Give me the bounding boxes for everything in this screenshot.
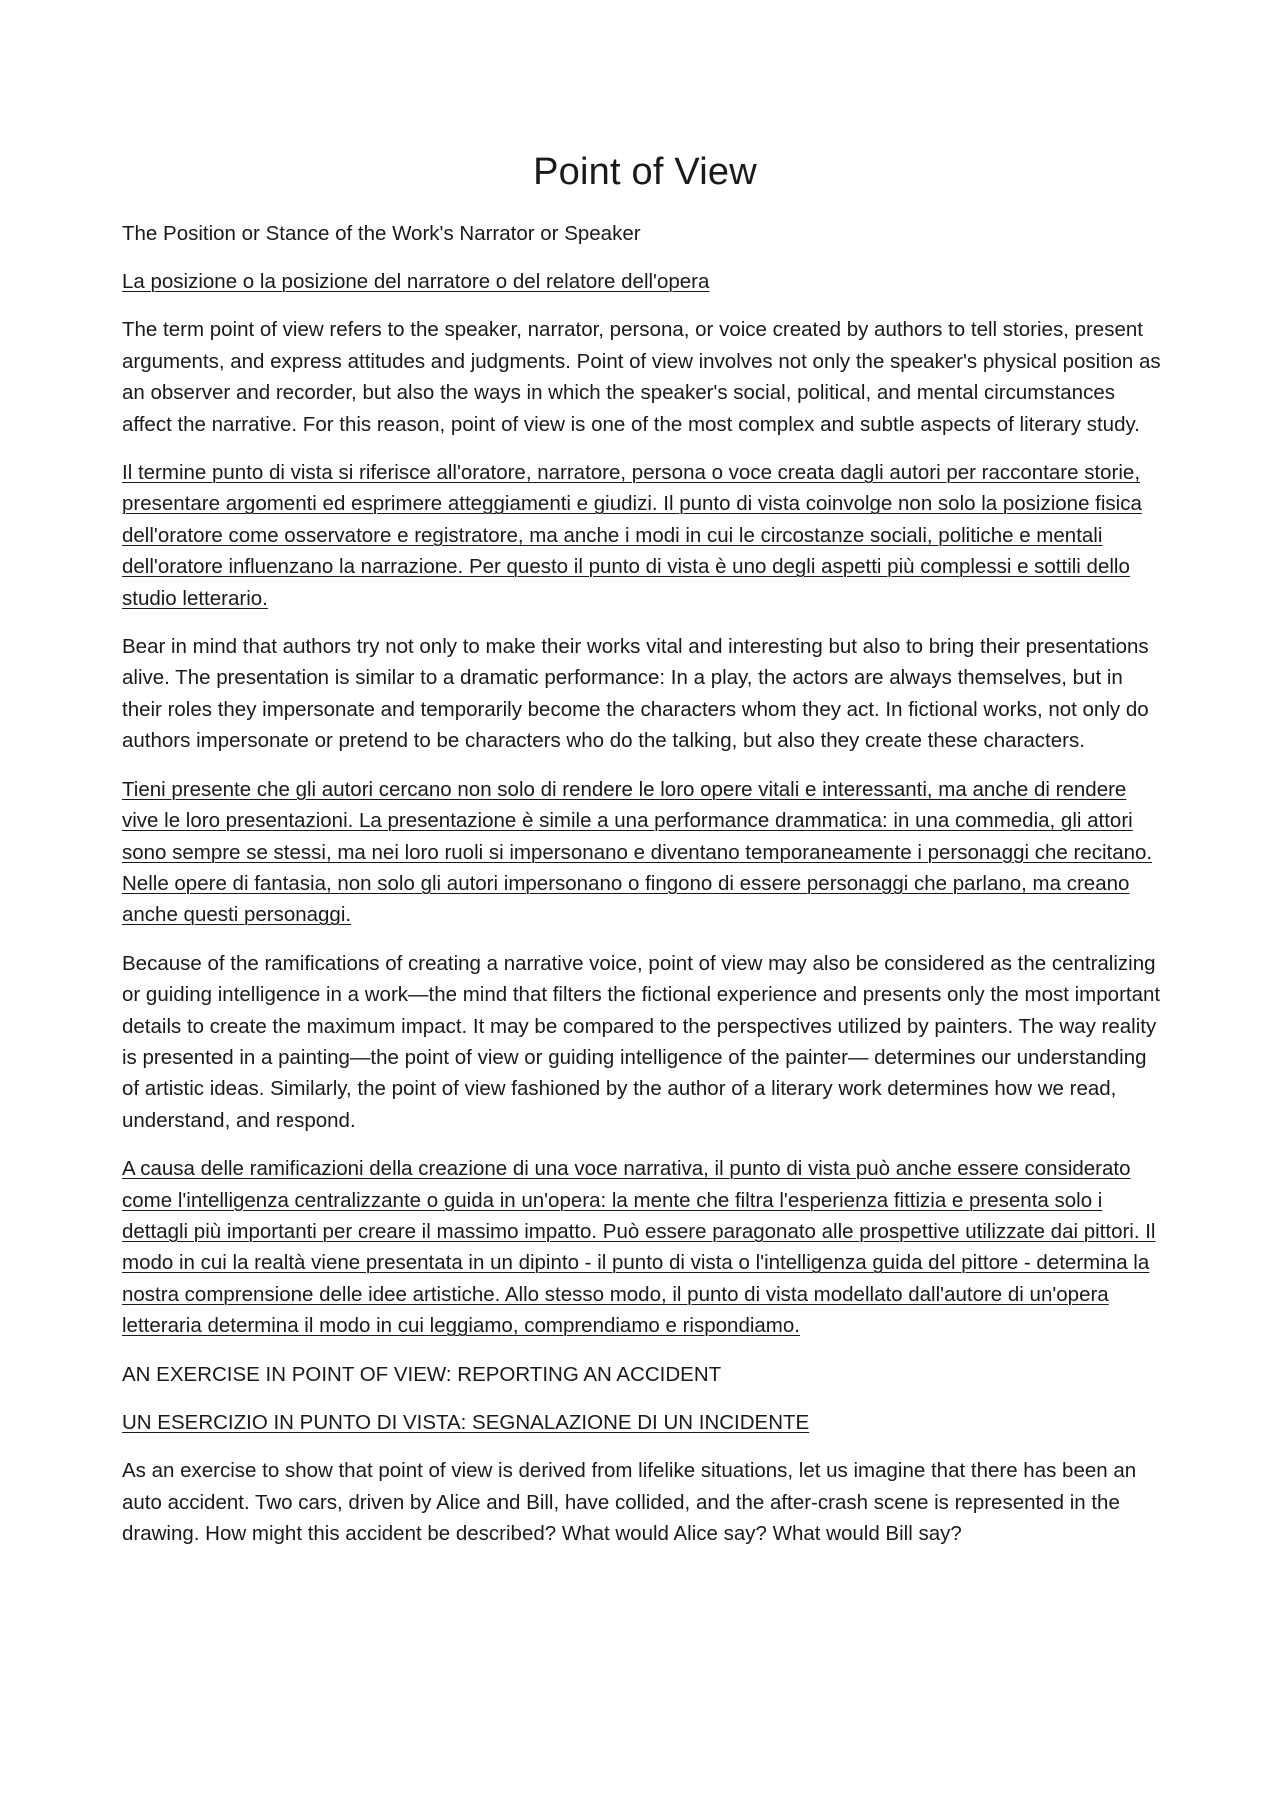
document-title: Point of View: [533, 151, 757, 193]
paragraph-english-4: As an exercise to show that point of view is derived from lifelike situations, let us imagine that there has been an auto accident. Two cars, driven by Alice and Bill, have collided, and the after-crash scene is represented in the drawing. How might this accident be described? What would Alice say? What would Bill say?: [122, 1459, 1137, 1546]
document-page: [122, 150, 1168, 1567]
paragraph-italian-3: A causa delle ramificazioni della creazione di una voce narrativa, il punto di vista può anche essere considerato come l'intelligenza centralizzante o guida in un'opera: la mente che filtra l'esperienza fittizia e presenta solo i dettagli più importanti per creare il massimo impatto. Può essere paragonato alle prospettive utilizzate dai pittori. Il modo in cui la realtà viene presentata in un dipinto - il punto di vista o l'intelligenza guida del pittore - determina la nostra comprensione delle idee artistiche. Allo stesso modo, il punto di vista modellato dall'autore di un'opera letteraria determina il modo in cui leggiamo, comprendiamo e rispondiamo.: [122, 1157, 1156, 1338]
section-heading-english: AN EXERCISE IN POINT OF VIEW: REPORTING AN ACCIDENT: [122, 1362, 722, 1386]
paragraph-english-2: Bear in mind that authors try not only to make their works vital and interesting but also to bring their presentations alive. The presentation is similar to a dramatic performance: In a play, the actors are always themselves, but in their roles they impersonate and temporarily become the characters whom they act. In fictional works, not only do authors impersonate or pretend to be characters who do the talking, but also they create these characters.: [122, 635, 1149, 753]
section-heading-italian: UN ESERCIZIO IN PUNTO DI VISTA: SEGNALAZIONE DI UN INCIDENTE: [122, 1411, 810, 1434]
subtitle-english: The Position or Stance of the Work's Narrator or Speaker: [122, 221, 641, 245]
paragraph-english-3: Because of the ramifications of creating a narrative voice, point of view may also be considered as the centralizing or guiding intelligence in a work—the mind that filters the fictional experience and presents only the most important details to create the maximum impact. It may be compared to the perspectives utilized by painters. The way reality is presented in a painting—the point of view or guiding intelligence of the painter— determines our understanding of artistic ideas. Similarly, the point of view fashioned by the author of a literary work determines how we read, understand, and respond.: [122, 951, 1161, 1132]
paragraph-english-1: The term point of view refers to the speaker, narrator, persona, or voice created by authors to tell stories, present arguments, and express attitudes and judgments. Point of view involves not only the speaker's physical position as an observer and recorder, but also the ways in which the speaker's social, political, and mental circumstances affect the narrative. For this reason, point of view is one of the most complex and subtle aspects of literary study.: [122, 318, 1161, 436]
subtitle-italian: La posizione o la posizione del narratore o del relatore dell'opera: [122, 270, 710, 293]
paragraph-italian-1: Il termine punto di vista si riferisce all'oratore, narratore, persona o voce creata dagli autori per raccontare storie, presentare argomenti ed esprimere atteggiamenti e giudizi. Il punto di vista coinvolge non solo la posizione fisica dell'oratore come osservatore e registratore, ma anche i modi in cui le circostanze sociali, politiche e mentali dell'oratore influenzano la narrazione. Per questo il punto di vista è uno degli aspetti più complessi e sottili dello studio letterario.: [122, 461, 1142, 610]
paragraph-italian-2: Tieni presente che gli autori cercano non solo di rendere le loro opere vitali e interessanti, ma anche di rendere vive le loro presentazioni. La presentazione è simile a una performance drammatica: in una commedia, gli attori sono sempre se stessi, ma nei loro ruoli si impersonano e diventano temporaneamente i personaggi che recitano. Nelle opere di fantasia, non solo gli autori impersonano o fingono di essere personaggi che parlano, ma creano anche questi personaggi.: [122, 777, 1153, 927]
